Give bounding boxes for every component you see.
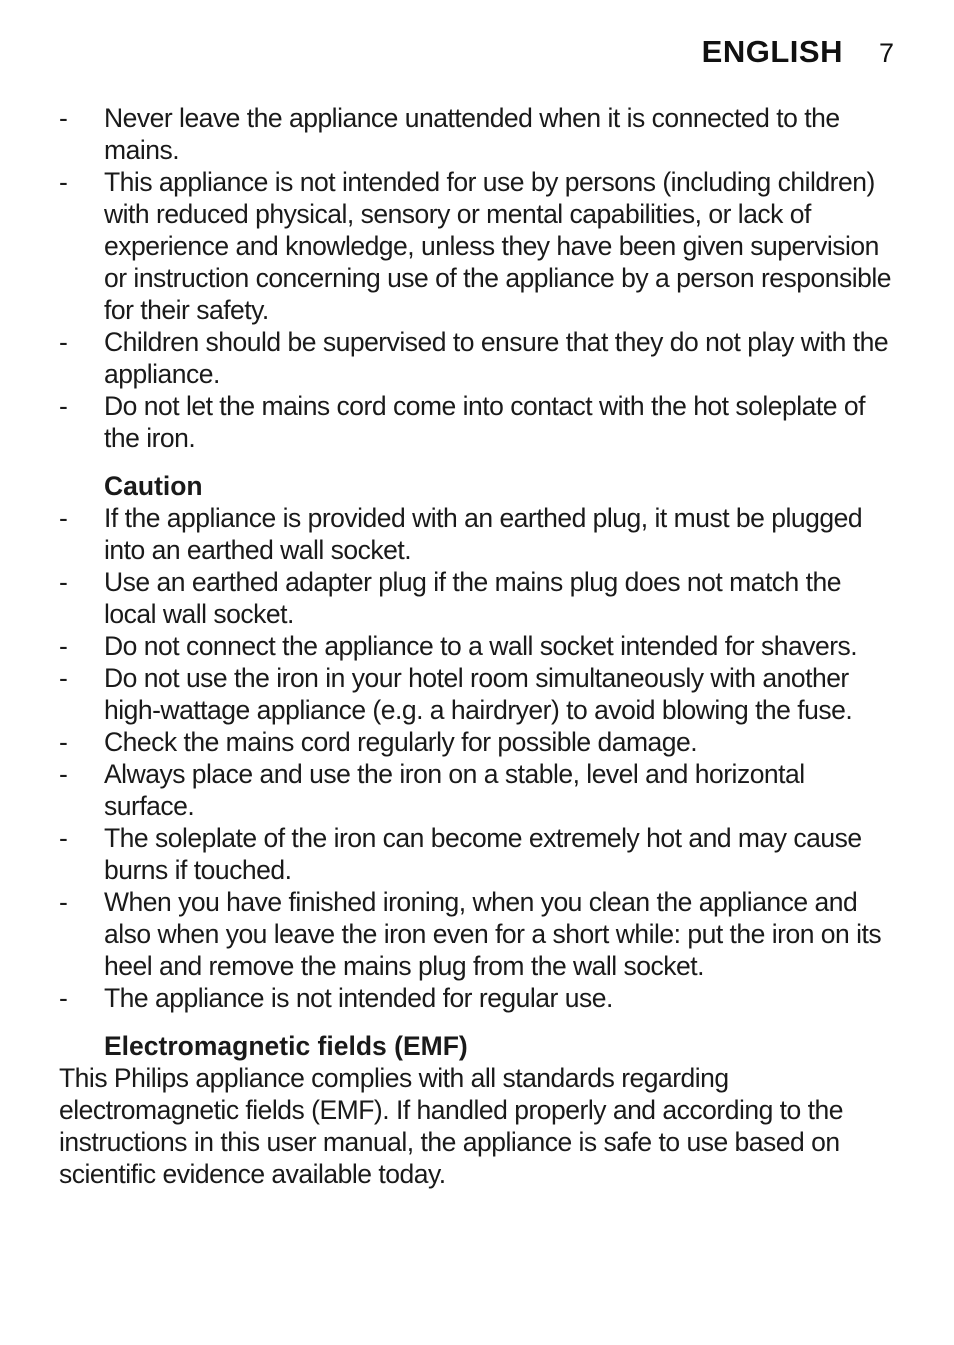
bullet-dash: - bbox=[59, 759, 68, 789]
list-item-text: If the appliance is provided with an earthed plug, it must be plugged into an earthed wall socket. bbox=[104, 503, 863, 565]
bullet-dash: - bbox=[59, 503, 68, 533]
list-item-text: Never leave the appliance unattended when it is connected to the mains. bbox=[104, 103, 840, 165]
list-item-text: Do not connect the appliance to a wall socket intended for shavers. bbox=[104, 631, 858, 661]
bullet-dash: - bbox=[59, 327, 68, 357]
bullet-dash: - bbox=[59, 663, 68, 693]
list-item-text: Always place and use the iron on a stable, level and horizontal surface. bbox=[104, 759, 805, 821]
list-item-text: Use an earthed adapter plug if the mains plug does not match the local wall socket. bbox=[104, 567, 841, 629]
page-header bbox=[702, 34, 894, 70]
bullet-dash: - bbox=[59, 887, 68, 917]
bullet-dash: - bbox=[59, 727, 68, 757]
list-item-text: When you have finished ironing, when you clean the appliance and also when you leave the iron even for a short while: put the iron on its heel and remove the mains plug from the wall socket. bbox=[104, 887, 882, 981]
bullet-dash: - bbox=[59, 631, 68, 661]
list-item bbox=[59, 166, 894, 326]
page-number: 7 bbox=[878, 38, 894, 68]
list-item-text: Children should be supervised to ensure that they do not play with the appliance. bbox=[104, 327, 889, 389]
bullet-dash: - bbox=[59, 983, 68, 1013]
bullet-dash: - bbox=[59, 167, 68, 197]
bullet-dash: - bbox=[59, 567, 68, 597]
bullet-dash: - bbox=[59, 391, 68, 421]
language-label: ENGLISH bbox=[701, 34, 843, 69]
list-item bbox=[59, 390, 894, 454]
bullet-dash: - bbox=[59, 103, 68, 133]
warning-list bbox=[59, 102, 894, 454]
emf-paragraph: This Philips appliance complies with all standards regarding electromagnetic fields (EMF). If handled properly and according to the instructions in this user manual, the appliance is safe to use based on scientific evidence available today. bbox=[59, 1063, 843, 1189]
bullet-dash: - bbox=[59, 823, 68, 853]
list-item bbox=[59, 822, 894, 886]
list-item-text: Check the mains cord regularly for possible damage. bbox=[104, 727, 698, 757]
list-item bbox=[59, 326, 894, 390]
list-item-text: The appliance is not intended for regular use. bbox=[104, 983, 613, 1013]
list-item bbox=[59, 662, 894, 726]
list-item bbox=[59, 566, 894, 630]
list-item-text: Do not use the iron in your hotel room simultaneously with another high-wattage appliance (e.g. a hairdryer) to avoid blowing the fuse. bbox=[104, 663, 853, 725]
list-item bbox=[59, 726, 894, 758]
page-content bbox=[59, 102, 894, 1190]
emf-heading: Electromagnetic fields (EMF) bbox=[104, 1031, 468, 1061]
caution-list bbox=[59, 502, 894, 1014]
list-item bbox=[59, 758, 894, 822]
list-item-text: Do not let the mains cord come into contact with the hot soleplate of the iron. bbox=[104, 391, 865, 453]
list-item bbox=[59, 502, 894, 566]
list-item bbox=[59, 886, 894, 982]
list-item-text: The soleplate of the iron can become extremely hot and may cause burns if touched. bbox=[104, 823, 862, 885]
list-item bbox=[59, 630, 894, 662]
list-item-text: This appliance is not intended for use by persons (including children) with reduced physical, sensory or mental capabilities, or lack of experience and knowledge, unless they have been given supervision or instruction concerning use of the appliance by a person responsible for their safety. bbox=[104, 167, 892, 325]
caution-heading: Caution bbox=[104, 471, 203, 501]
list-item bbox=[59, 102, 894, 166]
list-item bbox=[59, 982, 894, 1014]
